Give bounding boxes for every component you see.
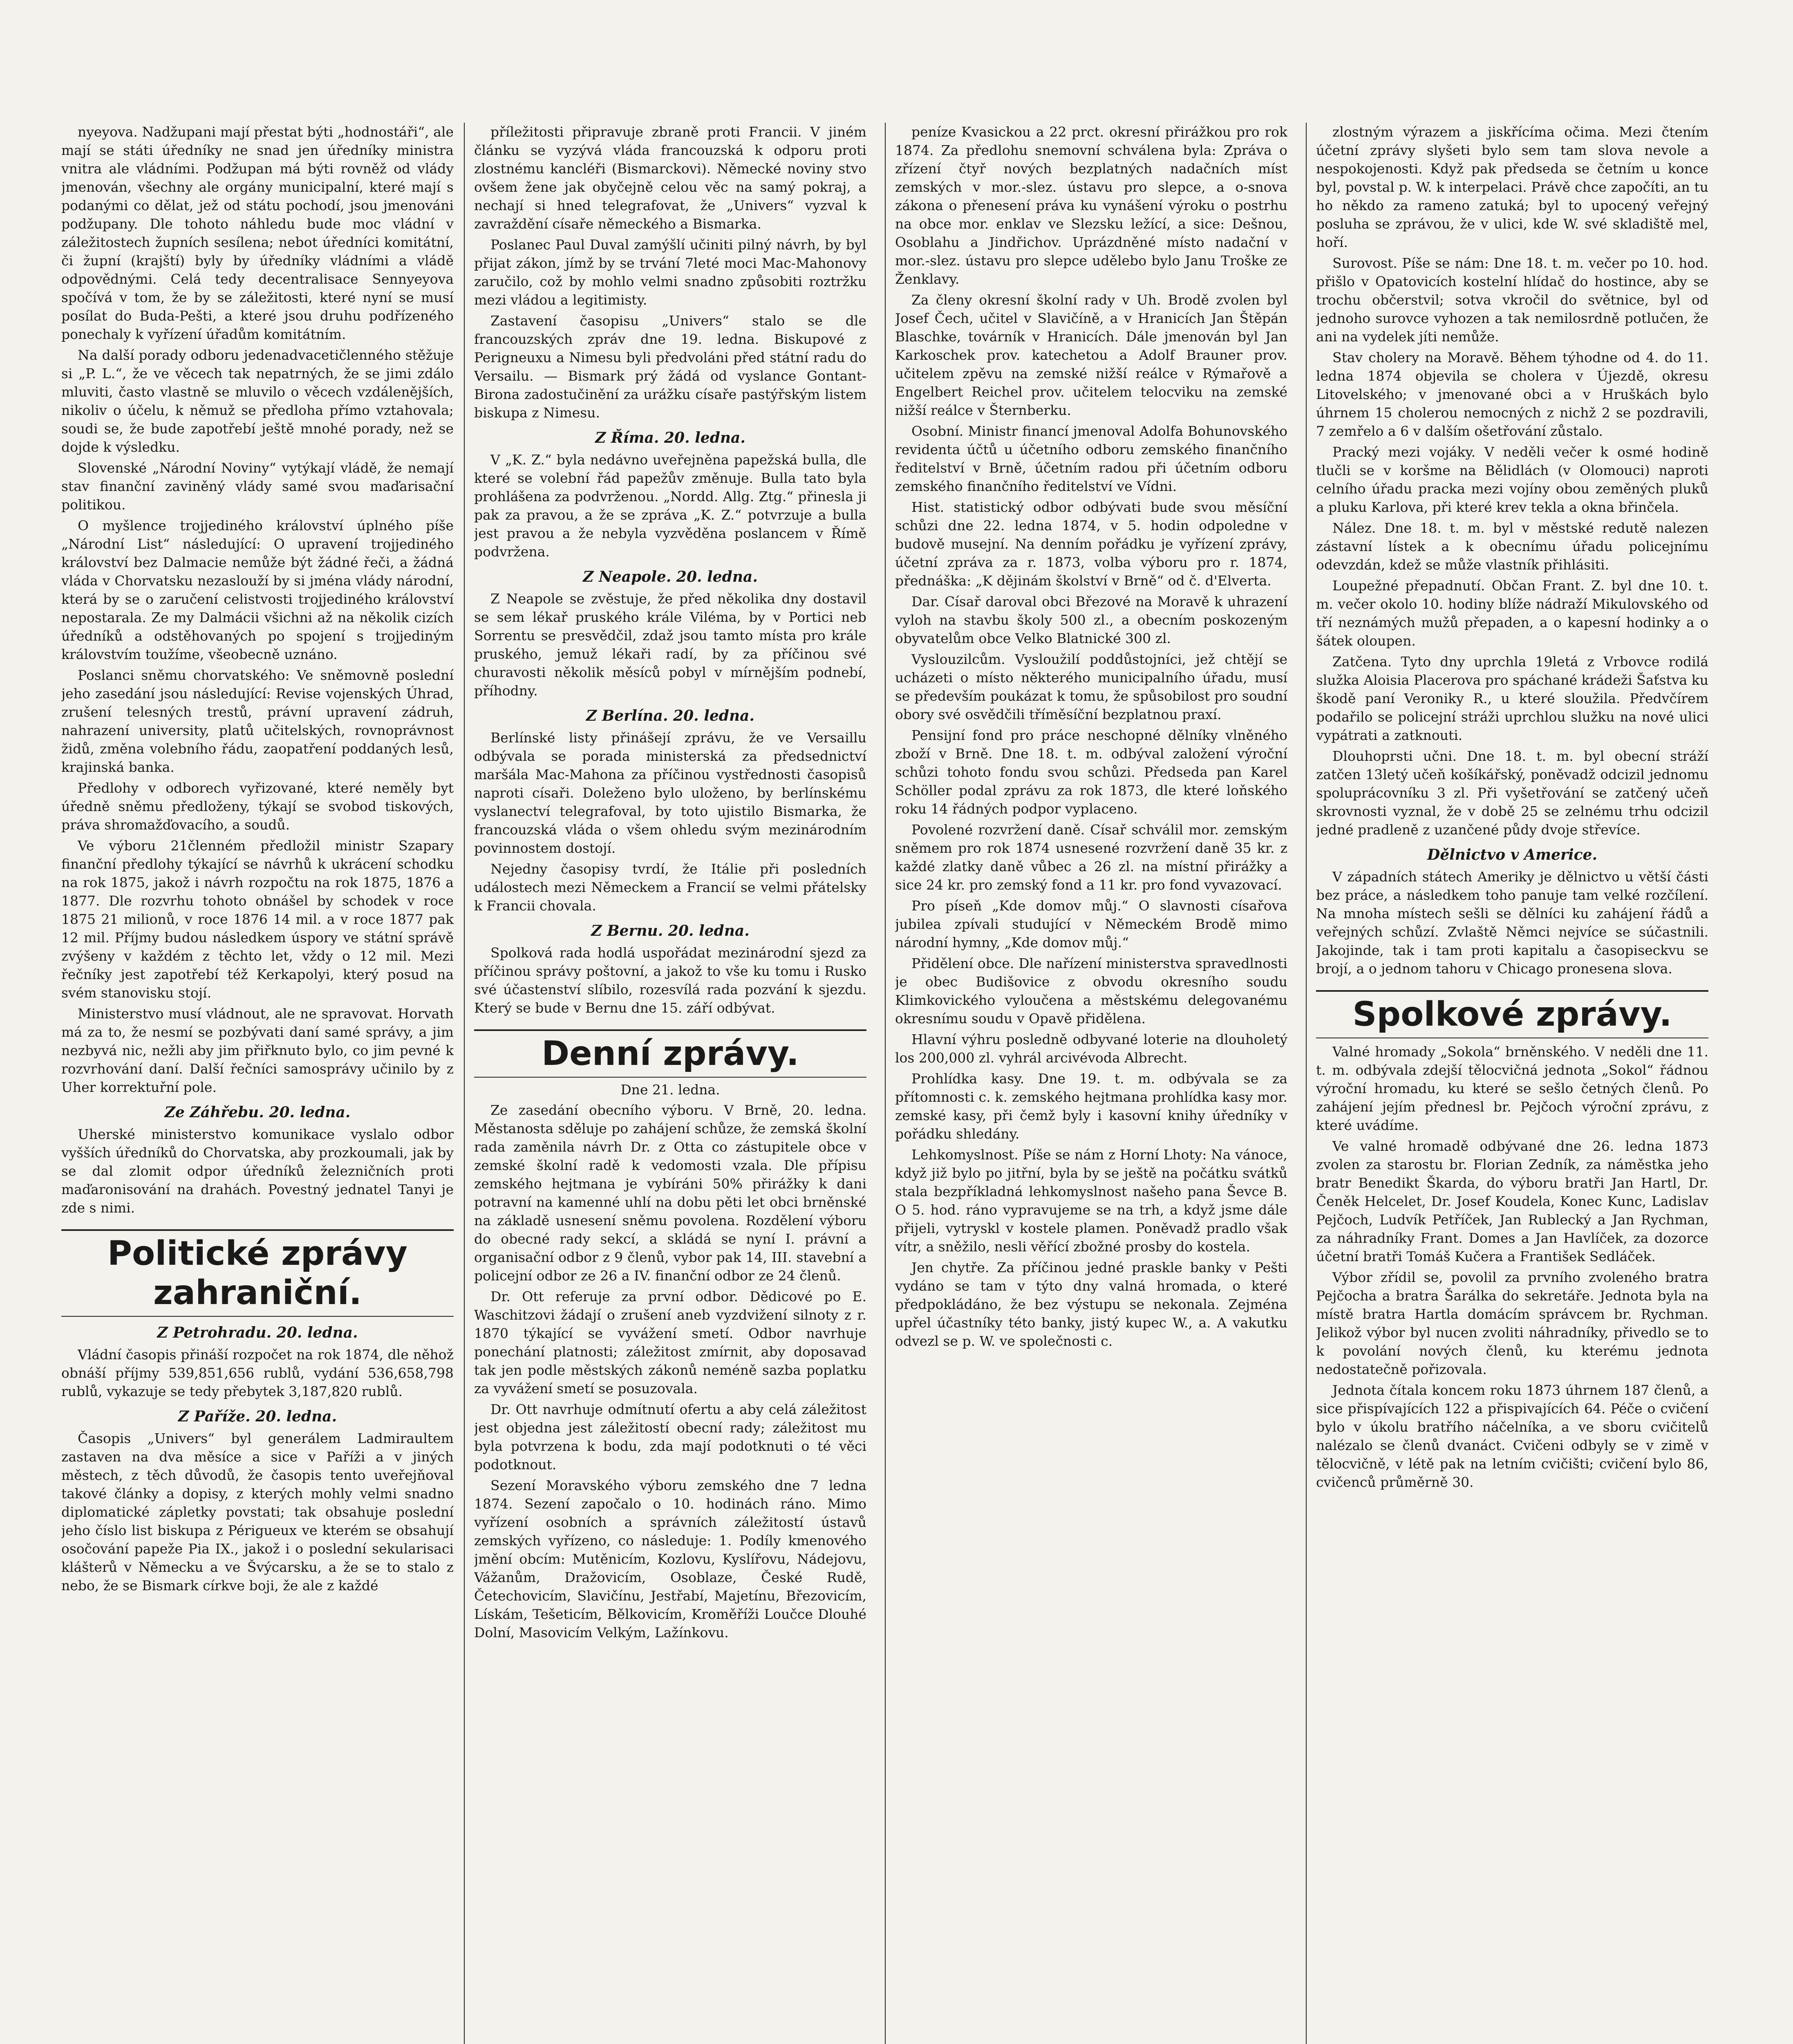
paragraph: Loupežné přepadnutí. Občan Frant. Z. byl dne 10. t. m. večer okolo 10. hodiny blíže nádraží Mikulovského od tří neznámých mužů přepaden, a o kapesní hodinky a o šátek oloupen. xyxy=(1316,578,1708,649)
paragraph: Zastavení časopisu „Univers“ stalo se dle francouzských zpráv dne 19. ledna. Biskupové z Perigneuxu a Nimesu byli předvoláni před státní radu do Versailu. — Bismark prý žádá od vyslance Gontant-Birona zadostučinění za urážku císaře pastýřským listem biskupa z Nimesu. xyxy=(474,313,866,421)
paragraph: Jednota čítala koncem roku 1873 úhrnem 187 členů, a sice přispívajících 122 a přispivajících 64. Péče o cvičení bylo v úkolu bratřího náčelníka, a ve sboru cvičitelů nalézalo se členů dvanáct. Cvičeni odbyly se v zimě v tělocvičně, v létě pak na letním cvičišti; cvičení bylo 86, cvičenců průměrně 30. xyxy=(1316,1382,1708,1490)
paragraph: Zatčena. Tyto dny uprchla 19letá z Vrbovce rodilá služka Aloisia Placerova pro spáchané krádeži Šaťstva ku škodě paní Veroniky R., u které sloužila. Předvčírem podařilo se policejní stráži uprchlou služku na nové ulici vypátrati a zatknouti. xyxy=(1316,654,1708,743)
dateline: Z Paříže. 20. ledna. xyxy=(178,1408,337,1425)
dateline: Z Neapole. 20. ledna. xyxy=(583,568,758,585)
paragraph: Ze zasedání obecního výboru. V Brně, 20. ledna. Městanosta sděluje po zahájení schůze, že zemská školní rada zaměnila návrh Dr. z Otta co zástupitele obce v zemské školní radě k vedomosti vzala. Dle přípisu zemského hejtmana je vybíráni 50% přirážky k dani potravní na kamenné uhlí na dobu pěti let obci brněnské na základě usnesení sněmu povolena. Rozdělení výboru do obecné rady sekcí, a skládá se nyní I. právní a organisační odbor z 9 členů, vybor pak 14, III. stavební a policejní odbor ze 26 a IV. finanční odbor ze 24 členů. xyxy=(474,1102,866,1284)
paragraph: Dr. Ott referuje za první odbor. Dědicové po E. Waschitzovi žádají o zrušení aneb vyzdvižení silnoty z r. 1870 týkající se vyvážení smetí. Odbor navrhuje ponechání platnosti; záležitost zmírnit, aby doposavad tak jen podle městských zákonů neméně sazba poplatku za vyvážení smetí se posuzovala. xyxy=(474,1289,866,1396)
paragraph: Slovenské „Národní Noviny“ vytýkají vládě, že nemají stav finanční zaviněný vlády samé svou maďarisační politikou. xyxy=(61,460,454,513)
column-rule xyxy=(1306,123,1307,2044)
paragraph: Stav cholery na Moravě. Během týhodne od 4. do 11. ledna 1874 objevila se cholera v Újezdě, okresu Litovelského; v jmenované obci a v Hruškách bylo úhrnem 15 cholerou nemocných z nichž 2 se pozdravili, 7 zemřelo a 6 v dalším ošetřování zůstalo. xyxy=(1316,350,1708,439)
paragraph: Jen chytře. Za příčinou jedné praskle banky v Pešti vydáno se tam v týto dny valná hromada, o které předpokládáno, že bez výstupu se nekonala. Zejména upřel účastníky této banky, jistý kupec W., a. A vakutku odvezl se p. W. ve společnosti c. xyxy=(895,1260,1287,1349)
paragraph: Časopis „Univers“ byl generálem Ladmiraultem zastaven na dva měsíce a sice v Paříži a v jiných městech, z těch důvodů, že časopis tento uveřejňoval takové články a dopisy, z kterých mohly velmi snadno diplomatické zápletky povstati; tak obsahuje poslední jeho číslo list biskupa z Périgueux ve kterém se obsahují osočování papeže Pia IX., jakož i o poslední sekularisaci klášterů v Německu a ve Švýcarsku, a že se to stalo z nebo, že se Bismark církve boji, že ale z každé xyxy=(61,1430,454,1594)
paragraph: Spolková rada hodlá uspořádat mezinárodní sjezd za příčinou správy poštovní, a jakož to vše ku tomu i Rusko své účastenství slíbilo, rozesvílá rada pozvání k sjezdu. Který se bude v Bernu dne 15. září odbývat. xyxy=(474,945,866,1016)
paragraph: Povolené rozvržení daně. Císař schválil mor. zemským sněmem pro rok 1874 usnesené rozvržení daně 35 kr. z každé zlatky daně vůbec a 26 zl. na místní přirážky a sice 24 kr. pro zemský fond a 11 kr. pro fond vyvazovací. xyxy=(895,822,1287,893)
paragraph: Hist. statistický odbor odbývati bude svou měsíční schůzi dne 22. ledna 1874, v 5. hodin odpoledne v budově musejní. Na denním pořádku je vyřízení zprávy, účetní zpráva za r. 1873, volba výboru pro r. 1874, přednáška: „K dějinám školství v Brně“ od č. d'Elverta. xyxy=(895,499,1287,589)
paragraph: Sezení Moravského výboru zemského dne 7 ledna 1874. Sezení započalo o 10. hodinách ráno. Mimo vyřízení osobních a správních záležitostí ústavů zemských vyřízeno, co následuje: 1. Podíly kmenového jmění obcím: Mutěnicím, Kozlovu, Kyslířovu, Nádejovu, Vážanům, Dražovicím, Osoblaze, České Rudě, Četechovicím, Slavičínu, Jestřabí, Majetínu, Březovicím, Lískám, Tešeticím, Bělkovicím, Kroměříži Loučce Dlouhé Dolní, Masovicím Velkým, Lažínkovu. xyxy=(474,1477,866,1641)
paragraph: Uherské ministerstvo komunikace vyslalo odbor vyšších úředníků do Chorvatska, aby prozkoumali, jak by se dal zlomit odpor úředníků železničních proti maďaronisování na drahách. Povestný jednatel Tanyi je zde s nimi. xyxy=(61,1126,454,1216)
paragraph: Dr. Ott navrhuje odmítnutí ofertu a aby celá záležitost jest objedna jest záležitostí obecní rady; záležitost mu byla potvrzena k bodu, zda mají podotknuti o té věci podotknout. xyxy=(474,1401,866,1472)
paragraph: Z Neapole se zvěstuje, že před několika dny dostavil se sem lékař pruského krále Viléma, by v Portici neb Sorrentu se presvědčil, zdaž jsou tamto místa pro krále pruského, jemuž lékaři radí, by za příčinou své churavosti několik měsíců pobyl v mírnějším podnebí, příhodny. xyxy=(474,591,866,699)
paragraph: Ve valné hromadě odbývané dne 26. ledna 1873 zvolen za starostu br. Florian Zedník, za náměstka jeho bratr Benedikt Škarda, do výboru bratři Jan Hartl, Dr. Čeněk Helcelet, Dr. Josef Koudela, Konec Kunc, Ladislav Pejčoch, Ludvík Petříček, Jan Rublecký a Jan Rychman, za náhradníky Frant. Domes a Jan Havlíček, za dozorce účetní bratři Tomáš Kučera a František Sedláček. xyxy=(1316,1138,1708,1264)
column-1 xyxy=(61,123,454,2044)
paragraph: Vyslouzilcům. Vysloužilí poddůstojníci, jež chtějí se ucházeti o místo některého municipalního úřadu, musí se především poukázat k tomu, že spůsobilost pro soudní obory své osvědčili tříměsíční bezplatnou praxí. xyxy=(895,651,1287,722)
paragraph: Poslanci sněmu chorvatského: Ve sněmovně poslední jeho zasedání jsou následující: Revise vojenských Úhrad, zrušení telesných trestů, právní upravení zádruh, nahrazení university, platů učitelských, rovnoprávnost židů, změna volebního řádu, zaopatření poddaných lesů, krajinská banka. xyxy=(61,667,454,775)
dateline: Z Bernu. 20. ledna. xyxy=(591,922,750,939)
paragraph: Vládní časopis přináší rozpočet na rok 1874, dle něhož obnáší příjmy 539,851,656 rublů, vydání 536,658,798 rublů, vykazuje se tedy přebytek 3,187,820 rublů. xyxy=(61,1347,454,1399)
paragraph: Ministerstvo musí vládnout, ale ne spravovat. Horvath má za to, že nesmí se pozbývati daní samé správy, a jim nezbyvá nic, nežli aby jim přiřknuto bylo, co jim pevné k rozvrhování daní. Další řečníci samosprávy učinilo by z Uher korrektuřní pole. xyxy=(61,1006,454,1095)
article-heading: Dělnictvo v Americe. xyxy=(1427,846,1598,863)
section-title: Denní zprávy. xyxy=(474,1029,866,1078)
paragraph: Osobní. Ministr financí jmenoval Adolfa Bohunovského revidenta účtů u účetního odboru zemského finančního ředitelství v Brně, účetním radou při účetním odboru zemského finančního ředitelství ve Vídni. xyxy=(895,423,1287,494)
column-rule xyxy=(464,123,465,2044)
paragraph: Za členy okresní školní rady v Uh. Brodě zvolen byl Josef Čech, učitel v Slavičíně, a v Hranicích Jan Štěpán Blaschke, továrník v Hranicích. Dále jmenován byl Jan Karkoschek prov. katechetou a Adolf Brauner prov. učitelem zpěvu na zemské nižší reálce v Rýmařově a Engelbert Reichel prov. učitelem telocviku na zemské nižší reálce v Šternberku. xyxy=(895,292,1287,418)
paragraph: Poslanec Paul Duval zamýšlí učiniti pilný návrh, by byl přijat zákon, jímž by se trvání 7leté moci Mac-Mahonovy zaručilo, což by mohlo velmi snadno způsobiti roztržku mezi vládou a legitimisty. xyxy=(474,237,866,308)
section-title: Politické zprávy zahraniční. xyxy=(61,1229,454,1317)
paragraph: Na další porady odboru jedenadvacetičlenného stěžuje si „P. L.“, že ve věcech tak nepatrných, že se jimi zdálo mluviti, často vlastně se mluvilo o věcech vzdálenějších, nikoliv o účelu, k němuž se předloha přímo vztahovala; soudi se, že bude zapotřebí ještě mnohé porady, než se dojde k výsledku. xyxy=(61,347,454,455)
paragraph: O myšlence trojjediného království úplného píše „Národní List“ následující: O upravení trojjediného království bez Dalmacie nemůže být žádné řeči, a žádná vláda v Chorvatsku nezaslouží by si jména vlády národní, která by se o zaručení celistvosti trojjediného království nepostarala. Ze my Dalmácii všichni až na několik cizích úředníků a odstěhovaných po spojení s trojjediným královstvím toužíme, všeobecně uznáno. xyxy=(61,518,454,662)
column-rule xyxy=(885,123,886,2044)
paragraph: Surovost. Píše se nám: Dne 18. t. m. večer po 10. hod. přišlo v Opatovicích kostelní hlídač do hostince, aby se trochu občerstvil; sotva vkročil do světnice, byl od jednoho surovce vyhozen a tak nemilosrdně potlučen, že ani na vydelek jíti nemůže. xyxy=(1316,255,1708,345)
section-date: Dne 21. ledna. xyxy=(620,1082,720,1098)
paragraph: nyeyova. Nadžupani mají přestat býti „hodnostáři“, ale mají se státi úředníky ne snad jen úředníky ministra vnitra ale vládními. Podžupan má býti rovněž od vlády jmenován, všechny ale orgány municipalní, které mají s podanými co dělat, jež od státu pochodí, jsou jmenováni podžupany. Dle tohoto náhledu bude moc vládní v záležitostech župních sesílena; nebot úředníci komitátní, či župní (krajští) byly by úředníky vládními a vládě odpovědnými. Celá tedy decentralisace Sennyeyova spočívá v tom, že by se záležitosti, které nyní se musí posílat do Buda-Pešti, a které jsou druhu podřízeného ponechaly k vyřízení úřadům komitátním. xyxy=(61,124,454,342)
paragraph: Valné hromady „Sokola“ brněnského. V neděli dne 11. t. m. odbývala zdejší tělocvičná jednota „Sokol“ řádnou výroční hromadu, ku které se sešlo četných členů. Po zahájení jejím přednesl br. Pejčoch výroční zprávu, z které uvádíme. xyxy=(1316,1044,1708,1133)
column-3 xyxy=(895,123,1287,2044)
dateline: Z Berlína. 20. ledna. xyxy=(586,707,754,724)
column-2 xyxy=(474,123,866,2044)
paragraph: Předlohy v odborech vyřizované, které neměly byt úředně sněmu předloženy, týkají se svobod tiskových, práva shromažďovacího, a soudů. xyxy=(61,780,454,833)
paragraph: Dlouhoprsti učni. Dne 18. t. m. byl obecní stráží zatčen 13letý učeň košíkářský, poněvadž odcizil jednomu spoluprácovníku 3 zl. Při vyšetřování se zatčený učeň skrovnosti vyznal, že v době 25 se zelnému trhu odcizil jedné pradleně z uzančené půdy dvoje střevíce. xyxy=(1316,748,1708,838)
section-title: Spolkové zprávy. xyxy=(1316,990,1708,1038)
paragraph: příležitosti připravuje zbraně proti Francii. V jiném článku se vyzývá vláda francouzská k odporu proti zlostnému kancléři (Bismarckovi). Německé noviny stvo ovšem žene jak obyčejně celou věc na samý pokraj, a nechají si hned telegrafovat, že „Univers“ vyzval k zavraždění císaře německého a Bismarka. xyxy=(474,124,866,232)
paragraph: Ve výboru 21členném předložil ministr Szapary finanční předlohy týkající se návrhů k ukrácení schodku na rok 1875, jakož i návrh rozpočtu na rok 1875, 1876 a 1877. Dle rozvrhu tohoto obnášel by schodek v roce 1875 21 milionů, v roce 1876 14 mil. a v roce 1877 pak 12 mil. Příjmy budou následkem úspory ve státní správě zvýšeny v každém z těchto let, vždy o 12 mil. Mezi řečníky jest zapotřebí též Kerkapolyi, který posud na svém stanovisku stojí. xyxy=(61,838,454,1001)
dateline: Z Říma. 20. ledna. xyxy=(595,429,745,446)
paragraph: Pro píseň „Kde domov můj.“ O slavnosti císařova jubilea zpívali studující v Německém Brodě mimo národní hymny, „Kde domov můj.“ xyxy=(895,898,1287,950)
paragraph: Nejedny časopisy tvrdí, že Itálie při posledních událostech mezi Německem a Francií se velmi přátelsky k Francii chovala. xyxy=(474,861,866,914)
paragraph: Výbor zřídil se, povolil za prvního zvoleného bratra Pejčocha a bratra Šarálka do sekretáře. Jednota byla na místě bratra Hartla domácím správcem br. Rychman. Jelikož výbor byl nucen zvoliti náhradníky, přivedlo se to k povolání nových členů, ku kterému jednota nedostatečně pořizovala. xyxy=(1316,1269,1708,1377)
paragraph: Nález. Dne 18. t. m. byl v městské redutě nalezen zástavní lístek a k obecnímu úřadu policejnímu odevzdán, kdež se může vlastník přihlásiti. xyxy=(1316,520,1708,573)
paragraph: Berlínské listy přinášejí zprávu, že ve Versaillu odbývala se porada ministerská za předsednictví maršála Mac-Mahona za příčinou vystřednosti časopisů naproti císaři. Doleženo bylo uloženo, by berlínskému vyslanectví telegrafoval, by toto ujistilo Bismarka, že francouzská vláda o všem ohledu svým mezinárodním povinnostem dostojí. xyxy=(474,730,866,856)
paragraph: Prohlídka kasy. Dne 19. t. m. odbývala se za přítomnosti c. k. zemského hejtmana prohlídka kasy mor. zemské kasy, při čemž byly i kasovní knihy úředníky v pořádku shledány. xyxy=(895,1071,1287,1142)
column-4 xyxy=(1316,123,1708,2044)
paragraph: Pensijní fond pro práce neschopné dělníky vlněného zboží v Brně. Dne 18. t. m. odbýval založení výroční schůzi tohoto fondu svou schůzi. Předseda pan Karel Schöller podal zprávu za rok 1873, dle které loňského roku 14 řádných podpor vyplaceno. xyxy=(895,727,1287,817)
paragraph: zlostným výrazem a jiskřícíma očima. Mezi čtením účetní zprávy slyšeti bylo sem tam slova nevole a nespokojenosti. Když pak předseda se četním u konce byl, povstal p. W. k interpelaci. Právě chce započíti, an tu ho někdo za rameno zatuká; byl to upocený veřejný posluha se zprávou, že v ulici, kde W. své skladiště mel, hoří. xyxy=(1316,124,1708,250)
paragraph: Dar. Císař daroval obci Březové na Moravě k uhrazení vyloh na stavbu školy 500 zl., a obecním poskozeným obyvatelům obce Velko Blatnické 300 zl. xyxy=(895,594,1287,646)
dateline: Z Petrohradu. 20. ledna. xyxy=(157,1324,358,1341)
newspaper-page xyxy=(61,123,1733,2044)
paragraph: V západních státech Ameriky je dělnictvo u větší části bez práce, a následkem toho panuje tam velké rozčílení. Na mnoha místech sešli se dělníci ku zahájení řádů a veřejných schůzí. Zvlaště Němci nejvíce se súčastnili. Jakojinde, tak i tam proti kapitalu a časopiseckvu se brojí, a o jednom tahoru v Chicago pronesena slova. xyxy=(1316,869,1708,977)
dateline: Ze Záhřebu. 20. ledna. xyxy=(164,1104,351,1121)
paragraph: Lehkomyslnost. Píše se nám z Horní Lhoty: Na vánoce, když již bylo po jitřní, byla by se ještě na počátku svátků stala bezpříkladná lehkomyslnost našeho pana Ševce B. O 5. hod. ráno vypravujeme se na trh, a když jsme dále přijeli, vytryskl v kostele plamen. Poněvadž pradlo však vítr, a sněžilo, nesli věřící zbožné prosby do kostela. xyxy=(895,1147,1287,1255)
paragraph: peníze Kvasickou a 22 prct. okresní přirážkou pro rok 1874. Za předlohu snemovní schválena byla: Zpráva o zřízení čtyř nových bezplatných nadačních míst zemských v mor.-slez. ústavu pro slepce, a o-snova zákona o přenesení práva ku vynášení výroku o postrhu na obce mor. enklav ve Slezsku ležící, a sice: Dešnou, Osoblahu a Jindřichov. Uprázdněné místo nadační v mor.-slez. ústavu pro slepce udělebo bylo Janu Troške ze Ženklavy. xyxy=(895,124,1287,287)
paragraph: Pracký mezi vojáky. V neděli večer k osmé hodině tlučli se v koršme na Bělidlách (v Olomouci) naproti celního úřadu pracka mezi vojíny obou zeměných pluků a pluku Karlova, při které krev tekla a okna břinčela. xyxy=(1316,444,1708,515)
paragraph: Přidělení obce. Dle nařízení ministerstva spravedlnosti je obec Budišovice z obvodu okresního soudu Klimkovického vyloučena a městskému delegovanému okresnímu soudu v Opavě přidělena. xyxy=(895,955,1287,1026)
paragraph: V „K. Z.“ byla nedávno uveřejněna papežská bulla, dle které se volební řád papežův změnuje. Bulla tato byla prohlášena za podvrženou. „Nordd. Allg. Ztg.“ přinesla ji pak za pravou, a že se zpráva „K. Z.“ potvrzuje a bulla jest pravou a že nebyla vyzvěděna poslancem v Římě podvržena. xyxy=(474,452,866,560)
paragraph: Hlavní výhru posledně odbyvané loterie na dlouholetý los 200,000 zl. vyhrál arcivévoda Albrecht. xyxy=(895,1031,1287,1066)
